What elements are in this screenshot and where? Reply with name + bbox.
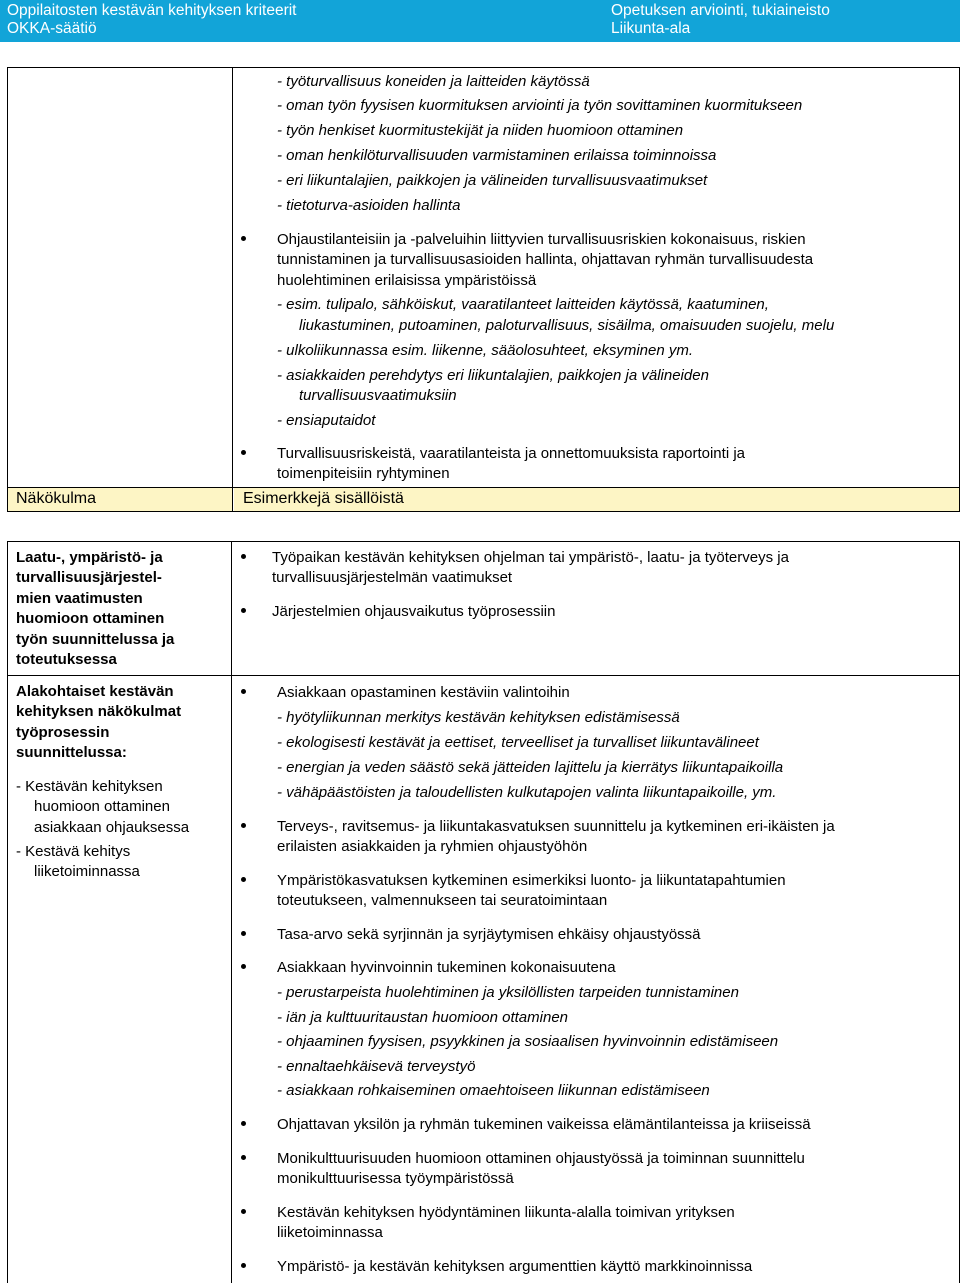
row2-bullet-8-line-1: Kestävän kehityksen hyödyntäminen liikunta-alalla toimivan yrityksen xyxy=(277,1204,735,1221)
row2-bullet-7-line-2: monikulttuurisessa työympäristössä xyxy=(277,1170,514,1187)
header-document-type: Opetuksen arviointi, tukiaineisto xyxy=(611,2,830,19)
list-item: - ohjaaminen fyysisen, psyykkinen ja sosiaalisen hyvinvoinnin edistämiseen xyxy=(277,1033,779,1050)
row1-left-line: turvallisuusjärjestel- xyxy=(16,569,162,586)
bullet-icon xyxy=(241,823,246,828)
row1-left-line: Laatu-, ympäristö- ja xyxy=(16,549,163,566)
list-item: - oman henkilöturvallisuuden varmistaminen erilaissa toiminnoissa xyxy=(277,147,717,164)
row2-left-item: asiakkaan ohjauksessa xyxy=(34,819,190,836)
list-item: liukastuminen, putoaminen, paloturvallisuus, sisäilma, omaisuuden suojelu, melu xyxy=(299,317,835,334)
row2-bullet-9: Ympäristö- ja kestävän kehityksen argumenttien käyttö markkinoinnissa xyxy=(277,1258,753,1275)
row1-bullet-1-line-2: turvallisuusjärjestelmän vaatimukset xyxy=(272,569,513,586)
bullet-icon xyxy=(241,1121,246,1126)
header-organization: OKKA-säätiö xyxy=(7,20,97,37)
top-bullet-2-line-2: toimenpiteisiin ryhtyminen xyxy=(277,465,450,482)
row2-left-item: - Kestävä kehitys xyxy=(16,843,131,860)
table-row-divider xyxy=(7,675,960,676)
list-item: turvallisuusvaatimuksiin xyxy=(299,387,457,404)
top-bullet-1-line-1: Ohjaustilanteisiin ja -palveluihin liittyvien turvallisuusriskien kokonaisuus, riskien xyxy=(277,231,806,248)
row2-left-heading-line: suunnittelussa: xyxy=(16,744,127,761)
row2-bullet-6: Ohjattavan yksilön ja ryhmän tukeminen vaikeissa elämäntilanteissa ja kriiseissä xyxy=(277,1116,811,1133)
row2-bullet-2-line-2: erilaisten asiakkaiden ja ryhmien ohjaustyöhön xyxy=(277,838,588,855)
bullet-icon xyxy=(241,450,246,455)
bullet-icon xyxy=(241,554,246,559)
row2-left-heading-line: kehityksen näkökulmat xyxy=(16,703,182,720)
row2-bullet-5: Asiakkaan hyvinvoinnin tukeminen kokonaisuutena xyxy=(277,959,616,976)
bullet-icon xyxy=(241,964,246,969)
list-item: - perustarpeista huolehtiminen ja yksilöllisten tarpeiden tunnistaminen xyxy=(277,984,739,1001)
list-item: - iän ja kulttuuritaustan huomioon ottaminen xyxy=(277,1009,569,1026)
row1-left-line: toteutuksessa xyxy=(16,651,117,668)
row2-left-item: liiketoiminnassa xyxy=(34,863,140,880)
list-item: - energian ja veden säästö sekä jätteiden lajittelu ja kierrätys liikuntapaikoilla xyxy=(277,759,784,776)
list-item: - vähäpäästöisten ja taloudellisten kulkutapojen valinta liikuntapaikoille, ym. xyxy=(277,784,777,801)
list-item: - työturvallisuus koneiden ja laitteiden käytössä xyxy=(277,73,590,90)
row2-bullet-3-line-1: Ympäristökasvatuksen kytkeminen esimerkiksi luonto- ja liikuntatapahtumien xyxy=(277,872,786,889)
list-item: - ennaltaehkäisevä terveystyö xyxy=(277,1058,476,1075)
row1-left-line: huomioon ottaminen xyxy=(16,610,165,627)
top-bullet-1-line-2: tunnistaminen ja turvallisuusasioiden hallinta, ohjattavan ryhmän turvallisuudesta xyxy=(277,251,814,268)
bullet-icon xyxy=(241,608,246,613)
header-bar xyxy=(0,0,960,42)
header-field: Liikunta-ala xyxy=(611,20,691,37)
row2-bullet-3-line-2: toteutukseen, valmennukseen tai seuratoimintaan xyxy=(277,892,608,909)
row1-bullet-2: Järjestelmien ohjausvaikutus työprosessiin xyxy=(272,603,556,620)
row1-bullet-1-line-1: Työpaikan kestävän kehityksen ohjelman tai ympäristö-, laatu- ja työterveys ja xyxy=(272,549,789,566)
bullet-icon xyxy=(241,931,246,936)
table-column-divider xyxy=(231,541,232,1283)
list-item: - ensiaputaidot xyxy=(277,412,376,429)
bullet-icon xyxy=(241,1263,246,1268)
row2-bullet-4: Tasa-arvo sekä syrjinnän ja syrjäytymisen ehkäisy ohjaustyössä xyxy=(277,926,701,943)
top-bullet-1-line-3: huolehtiminen erilaisissa ympäristöissä xyxy=(277,272,537,289)
list-item: - ekologisesti kestävät ja eettiset, terveelliset ja turvalliset liikuntavälineet xyxy=(277,734,759,751)
bullet-icon xyxy=(241,877,246,882)
row1-left-line: työn suunnittelussa ja xyxy=(16,631,175,648)
bullet-icon xyxy=(241,236,246,241)
row2-bullet-2-line-1: Terveys-, ravitsemus- ja liikuntakasvatuksen suunnittelu ja kytkeminen eri-ikäisten ja xyxy=(277,818,835,835)
header-row-divider xyxy=(7,487,960,488)
bullet-icon xyxy=(241,1209,246,1214)
bullet-icon xyxy=(241,689,246,694)
row2-left-item: - Kestävän kehityksen xyxy=(16,778,163,795)
list-item: - työn henkiset kuormitustekijät ja niiden huomioon ottaminen xyxy=(277,122,684,139)
list-item: - hyötyliikunnan merkitys kestävän kehityksen edistämisessä xyxy=(277,709,680,726)
header-title: Oppilaitosten kestävän kehityksen kriteerit xyxy=(7,2,297,19)
list-item: - ulkoliikunnassa esim. liikenne, sääolosuhteet, eksyminen ym. xyxy=(277,342,694,359)
list-item: - oman työn fyysisen kuormituksen arviointi ja työn sovittaminen kuormitukseen xyxy=(277,97,803,114)
row2-left-item: huomioon ottaminen xyxy=(34,798,170,815)
header-row-left: Näkökulma xyxy=(16,490,97,507)
row2-bullet-8-line-2: liiketoiminnassa xyxy=(277,1224,383,1241)
row2-bullet-1: Asiakkaan opastaminen kestäviin valintoihin xyxy=(277,684,570,701)
list-item: - asiakkaan rohkaiseminen omaehtoiseen liikunnan edistämiseen xyxy=(277,1082,710,1099)
list-item: - esim. tulipalo, sähköiskut, vaaratilanteet laitteiden käytössä, kaatuminen, xyxy=(277,296,769,313)
row2-bullet-7-line-1: Monikulttuurisuuden huomioon ottaminen ohjaustyössä ja toiminnan suunnittelu xyxy=(277,1150,805,1167)
row2-left-heading-line: Alakohtaiset kestävän xyxy=(16,683,174,700)
bullet-icon xyxy=(241,1155,246,1160)
list-item: - eri liikuntalajien, paikkojen ja välineiden turvallisuusvaatimukset xyxy=(277,172,708,189)
list-item: - asiakkaiden perehdytys eri liikuntalajien, paikkojen ja välineiden xyxy=(277,367,709,384)
row1-left-line: mien vaatimusten xyxy=(16,590,143,607)
header-row-right: Esimerkkejä sisällöistä xyxy=(243,490,404,507)
top-bullet-2-line-1: Turvallisuusriskeistä, vaaratilanteista ja onnettomuuksista raportointi ja xyxy=(277,445,745,462)
top-left-cell xyxy=(7,67,233,512)
list-item: - tietoturva-asioiden hallinta xyxy=(277,197,461,214)
row2-left-heading-line: työprosessin xyxy=(16,724,110,741)
